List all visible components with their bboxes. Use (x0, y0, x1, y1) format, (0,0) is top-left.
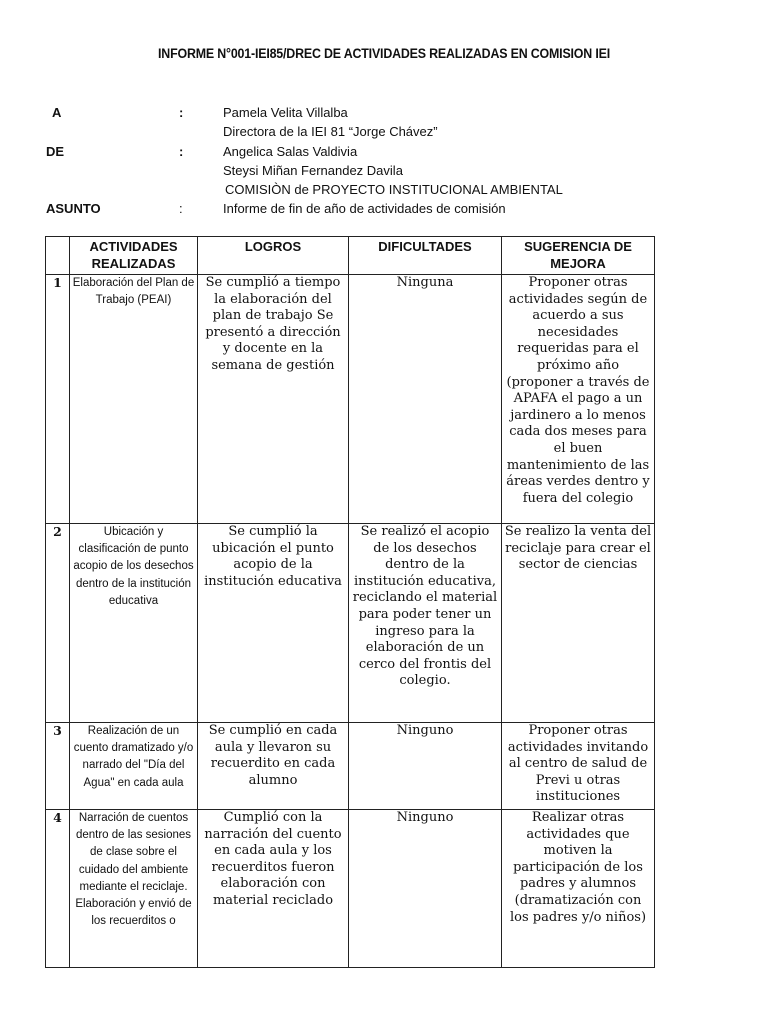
from-name-2: Steysi Miñan Fernandez Davila (223, 163, 403, 178)
achievement-cell: Cumplió con la narración del cuento en cada aula y los recuerditos fueron elaboración con material reciclado (198, 810, 349, 968)
table-header-row (46, 237, 655, 275)
to-colon: : (179, 105, 184, 120)
activities-table (45, 236, 655, 968)
from-label: DE (46, 144, 65, 159)
header-achievements: LOGROS (198, 237, 349, 275)
achievement-cell: Se cumplió la ubicación el punto acopio de la institución educativa (198, 524, 349, 723)
table-row (46, 810, 655, 968)
suggestion-cell: Se realizo la venta del reciclaje para crear el sector de ciencias (502, 524, 655, 723)
from-name-1: Angelica Salas Valdivia (223, 144, 358, 159)
to-label: A (52, 105, 62, 120)
row-number: 1 (46, 275, 70, 524)
to-name: Pamela Velita Villalba (223, 105, 348, 120)
difficulty-cell: Ninguno (349, 810, 502, 968)
header-commission-line (46, 182, 726, 200)
header-from-line-2 (46, 163, 726, 181)
suggestion-cell: Realizar otras actividades que motiven la participación de los padres y alumnos (dramatización con los padres y/o niños) (502, 810, 655, 968)
row-number: 2 (46, 524, 70, 723)
from-commission: COMISIÒN de PROYECTO INSTITUCIONAL AMBIENTAL (225, 182, 563, 197)
header-suggestions: SUGERENCIA DE MEJORA (502, 237, 655, 275)
table-row (46, 524, 655, 723)
from-colon: : (179, 144, 184, 159)
activity-cell: Realización de un cuento dramatizado y/o narrado del "Día del Agua" en cada aula (70, 723, 198, 810)
suggestion-cell: Proponer otras actividades según de acuerdo a sus necesidades requeridas para el próximo año (proponer a través de APAFA el pago a un jardinero a lo menos cada dos meses para el buen mantenimiento de las áreas verdes dentro y fuera del colegio (502, 275, 655, 524)
achievement-cell: Se cumplió a tiempo la elaboración del plan de trabajo Se presentó a dirección y docente en la semana de gestión (198, 275, 349, 524)
row-number: 3 (46, 723, 70, 810)
difficulty-cell: Ninguna (349, 275, 502, 524)
achievement-cell: Se cumplió en cada aula y llevaron su recuerdito en cada alumno (198, 723, 349, 810)
difficulty-cell: Se realizó el acopio de los desechos dentro de la institución educativa, reciclando el material para poder tener un ingreso para la elaboración de un cerco del frontis del colegio. (349, 524, 502, 723)
row-number: 4 (46, 810, 70, 968)
subject-text: Informe de fin de año de actividades de comisión (223, 201, 506, 216)
activity-cell: Elaboración del Plan de Trabajo (PEAI) (70, 275, 198, 524)
activity-cell: Ubicación y clasificación de punto acopio de los desechos dentro de la institución educativa (70, 524, 198, 723)
to-role: Directora de la IEI 81 “Jorge Chávez” (223, 124, 438, 139)
header-activities: ACTIVIDADES REALIZADAS (70, 237, 198, 275)
header-subject-line (46, 201, 726, 219)
header-to-role-line (46, 124, 726, 142)
table-row (46, 723, 655, 810)
subject-label: ASUNTO (46, 201, 101, 216)
header-difficulties: DIFICULTADES (349, 237, 502, 275)
suggestion-cell: Proponer otras actividades invitando al centro de salud de Previ u otras instituciones (502, 723, 655, 810)
activity-cell: Narración de cuentos dentro de las sesiones de clase sobre el cuidado del ambiente mediante el reciclaje. Elaboración y envió de los recuerditos o (70, 810, 198, 968)
header-from-line (46, 144, 726, 162)
subject-colon: : (179, 201, 183, 216)
document-title: INFORME N°001-IEI85/DREC DE ACTIVIDADES REALIZADAS EN COMISION IEI (158, 46, 610, 61)
header-to-line (46, 105, 726, 123)
difficulty-cell: Ninguno (349, 723, 502, 810)
table-row (46, 275, 655, 524)
header-num-cell (46, 237, 70, 275)
